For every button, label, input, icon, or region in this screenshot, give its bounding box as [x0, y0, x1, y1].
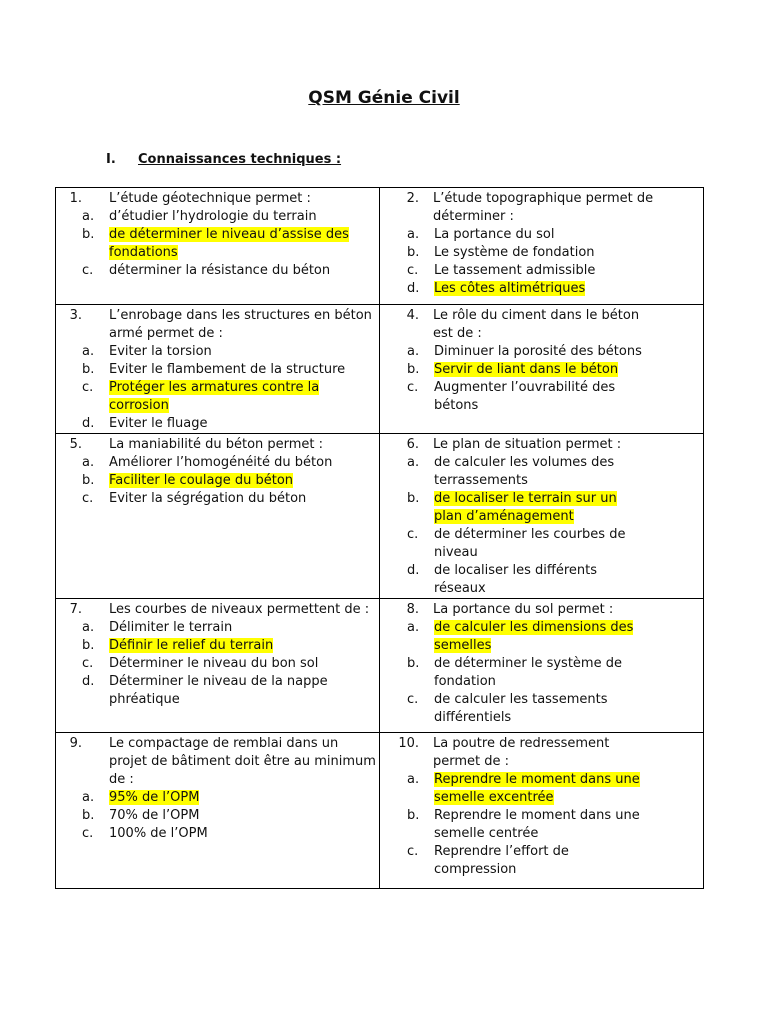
answer-option	[380, 244, 703, 262]
option-text: Eviter la ségrégation du béton	[109, 491, 307, 506]
option-letter: b.	[407, 808, 420, 823]
option-letter: a.	[407, 227, 420, 242]
option-letter: a.	[407, 620, 420, 635]
question-number: 8.	[406, 602, 419, 617]
option-text: d’étudier l’hydrologie du terrain	[109, 209, 317, 224]
answer-option	[380, 619, 703, 655]
answer-option	[56, 825, 379, 843]
option-letter: c.	[407, 263, 419, 278]
option-letter: b.	[407, 656, 420, 671]
correct-answer-text: de déterminer le niveau d’assise des fondations	[109, 227, 349, 260]
option-letter: c.	[82, 826, 94, 841]
table-row	[56, 188, 704, 305]
option-letter: d.	[407, 563, 420, 578]
table-row	[56, 733, 704, 889]
option-text: Améliorer l’homogénéité du béton	[109, 455, 333, 470]
answer-option	[380, 691, 703, 727]
option-letter: b.	[407, 491, 420, 506]
question-cell	[380, 188, 704, 305]
option-text: Déterminer le niveau de la nappe phréatique	[109, 674, 328, 707]
option-text: 70% de l’OPM	[109, 808, 200, 823]
answer-option	[56, 226, 379, 262]
question-cell	[380, 599, 704, 733]
answer-option	[56, 490, 379, 508]
answer-option	[56, 619, 379, 637]
question-number: 3.	[69, 308, 82, 323]
section-heading	[106, 152, 341, 167]
question-number: 9.	[69, 736, 82, 751]
answer-option	[380, 655, 703, 691]
question-number: 7.	[69, 602, 82, 617]
question	[380, 190, 703, 226]
correct-answer-text: Définir le relief du terrain	[109, 638, 274, 653]
option-letter: c.	[407, 844, 419, 859]
answer-option	[56, 262, 379, 280]
option-letter: a.	[407, 772, 420, 787]
table-row	[56, 599, 704, 733]
correct-answer-text: Protéger les armatures contre la corrosion	[109, 380, 320, 413]
answer-option	[56, 361, 379, 379]
question-cell	[56, 733, 380, 889]
answer-option	[380, 454, 703, 490]
question-cell	[380, 305, 704, 434]
option-letter: b.	[82, 227, 95, 242]
answer-option	[56, 637, 379, 655]
question-text: Le plan de situation permet :	[433, 437, 622, 452]
table-row	[56, 305, 704, 434]
option-letter: b.	[82, 638, 95, 653]
question-cell	[380, 434, 704, 599]
option-text: Eviter le fluage	[109, 416, 208, 431]
question-text: Les courbes de niveaux permettent de :	[109, 602, 370, 617]
answer-option	[56, 454, 379, 472]
question-text: La portance du sol permet :	[433, 602, 614, 617]
option-text: 100% de l’OPM	[109, 826, 208, 841]
questions-table	[55, 187, 704, 889]
option-letter: c.	[82, 380, 94, 395]
document-title: QSM Génie Civil	[308, 88, 460, 108]
option-text: de calculer les volumes des terrassements	[434, 455, 615, 488]
answer-option	[380, 526, 703, 562]
answer-option	[56, 208, 379, 226]
answer-option	[380, 343, 703, 361]
question	[56, 735, 379, 789]
option-letter: b.	[82, 808, 95, 823]
option-text: Délimiter le terrain	[109, 620, 233, 635]
option-letter: a.	[82, 455, 95, 470]
question-text: Le compactage de remblai dans un projet de bâtiment doit être au minimum de :	[109, 736, 376, 787]
answer-option	[380, 843, 703, 879]
question	[56, 436, 379, 454]
question-cell	[380, 733, 704, 889]
table-row	[56, 434, 704, 599]
answer-option	[380, 280, 703, 298]
question-text: L’étude géotechnique permet :	[109, 191, 311, 206]
option-text: de calculer les tassements différentiels	[434, 692, 608, 725]
option-letter: c.	[407, 380, 419, 395]
option-letter: a.	[82, 344, 95, 359]
option-letter: a.	[407, 344, 420, 359]
question-number: 5.	[69, 437, 82, 452]
question-number: 4.	[406, 308, 419, 323]
correct-answer-text: 95% de l’OPM	[109, 790, 200, 805]
correct-answer-text: Reprendre le moment dans une semelle excentrée	[434, 772, 640, 805]
option-letter: d.	[82, 674, 95, 689]
option-letter: c.	[82, 491, 94, 506]
correct-answer-text: de localiser le terrain sur un plan d’aménagement	[434, 491, 617, 524]
option-text: Déterminer le niveau du bon sol	[109, 656, 319, 671]
question	[380, 436, 703, 454]
question	[56, 601, 379, 619]
option-letter: d.	[82, 416, 95, 431]
option-letter: c.	[82, 263, 94, 278]
answer-option	[56, 379, 379, 415]
answer-option	[380, 771, 703, 807]
answer-option	[56, 673, 379, 709]
answer-option	[380, 262, 703, 280]
answer-option	[380, 379, 703, 415]
answer-option	[56, 807, 379, 825]
option-text: Le tassement admissible	[434, 263, 596, 278]
option-text: de déterminer les courbes de niveau	[434, 527, 626, 560]
answer-option	[380, 361, 703, 379]
option-text: déterminer la résistance du béton	[109, 263, 331, 278]
option-text: de déterminer le système de fondation	[434, 656, 622, 689]
option-text: Eviter la torsion	[109, 344, 212, 359]
option-text: La portance du sol	[434, 227, 555, 242]
option-letter: a.	[82, 790, 95, 805]
question-cell	[56, 305, 380, 434]
section-number: I.	[106, 152, 116, 167]
option-letter: b.	[82, 473, 95, 488]
option-letter: c.	[82, 656, 94, 671]
answer-option	[56, 789, 379, 807]
question-cell	[56, 188, 380, 305]
option-letter: c.	[407, 527, 419, 542]
correct-answer-text: de calculer les dimensions des semelles	[434, 620, 634, 653]
question-cell	[56, 434, 380, 599]
section-label: Connaissances techniques :	[138, 152, 342, 167]
question-number: 2.	[406, 191, 419, 206]
question-text: L’étude topographique permet de déterminer :	[433, 191, 654, 224]
option-letter: a.	[82, 620, 95, 635]
question-number: 6.	[406, 437, 419, 452]
question-number: 10.	[398, 736, 419, 751]
option-text: Eviter le flambement de la structure	[109, 362, 346, 377]
question-text: La maniabilité du béton permet :	[109, 437, 324, 452]
option-text: Reprendre l’effort de compression	[434, 844, 569, 877]
option-letter: a.	[82, 209, 95, 224]
question	[56, 307, 379, 343]
answer-option	[380, 562, 703, 598]
option-text: Reprendre le moment dans une semelle centrée	[434, 808, 640, 841]
option-text: Augmenter l’ouvrabilité des bétons	[434, 380, 616, 413]
option-text: Diminuer la porosité des bétons	[434, 344, 642, 359]
question	[380, 307, 703, 343]
answer-option	[56, 343, 379, 361]
option-letter: b.	[407, 362, 420, 377]
option-text: de localiser les différents réseaux	[434, 563, 598, 596]
answer-option	[56, 415, 379, 433]
question-text: Le rôle du ciment dans le béton est de :	[433, 308, 640, 341]
option-letter: b.	[82, 362, 95, 377]
question	[56, 190, 379, 208]
option-letter: d.	[407, 281, 420, 296]
question-number: 1.	[69, 191, 82, 206]
answer-option	[380, 490, 703, 526]
answer-option	[380, 226, 703, 244]
option-text: Le système de fondation	[434, 245, 595, 260]
correct-answer-text: Servir de liant dans le béton	[434, 362, 619, 377]
correct-answer-text: Les côtes altimétriques	[434, 281, 586, 296]
answer-option	[380, 807, 703, 843]
question-text: La poutre de redressement permet de :	[433, 736, 610, 769]
question-cell	[56, 599, 380, 733]
answer-option	[56, 472, 379, 490]
question-text: L’enrobage dans les structures en béton armé permet de :	[109, 308, 372, 341]
question	[380, 735, 703, 771]
question	[380, 601, 703, 619]
answer-option	[56, 655, 379, 673]
option-letter: a.	[407, 455, 420, 470]
option-letter: c.	[407, 692, 419, 707]
correct-answer-text: Faciliter le coulage du béton	[109, 473, 294, 488]
option-letter: b.	[407, 245, 420, 260]
